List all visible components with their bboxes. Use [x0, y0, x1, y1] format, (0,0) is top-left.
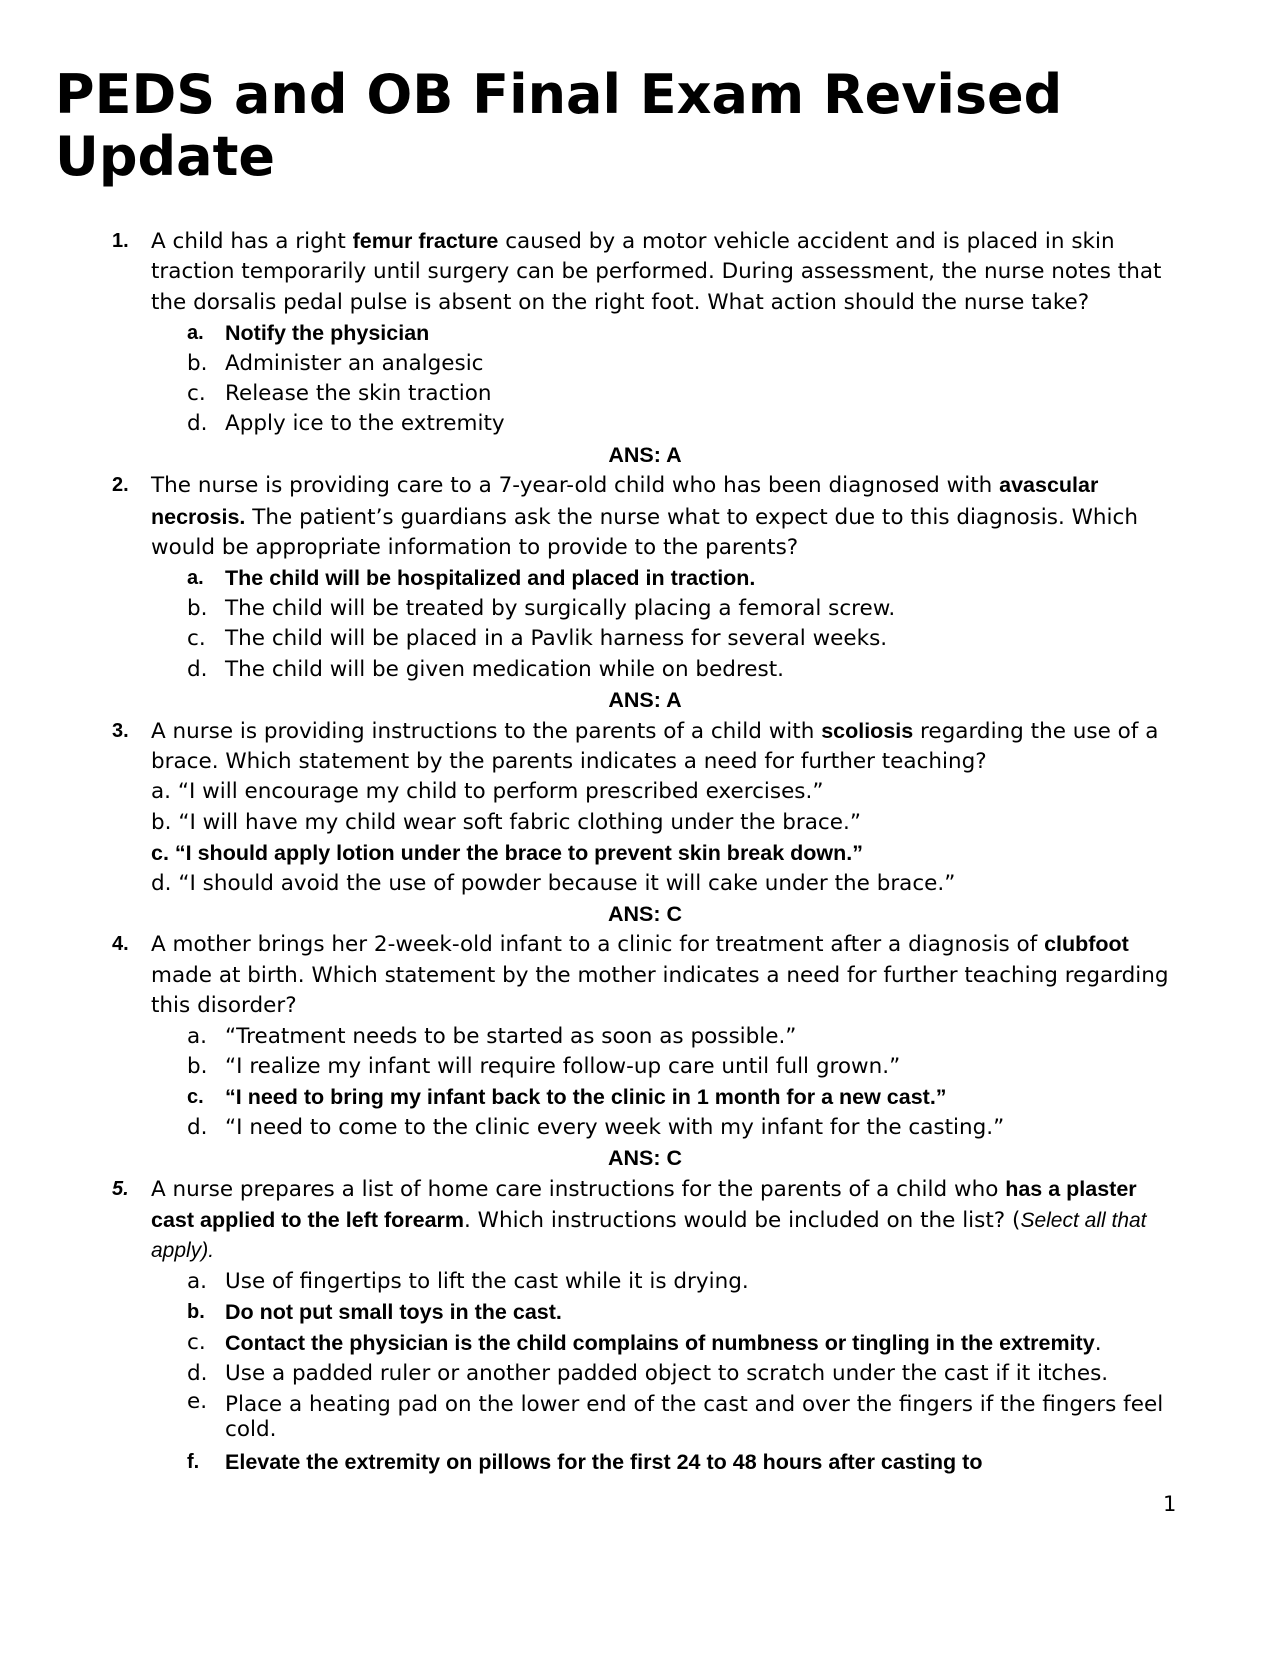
answer-line: ANS: C	[607, 901, 683, 926]
question-5	[110, 1174, 1180, 1267]
option-letter: d.	[187, 411, 208, 437]
question-stem: A child has a right	[151, 229, 353, 254]
question-keyword: scoliosis	[821, 718, 914, 743]
question-number: 3.	[112, 719, 129, 742]
page-number: 1	[1163, 1492, 1177, 1516]
option-letter: c.	[187, 381, 206, 407]
select-all-note: Select all that apply).	[151, 1209, 1147, 1263]
question-stem: regarding the use of a brace. Which statement by the parents indicates a need for further teaching?	[151, 718, 1159, 774]
question-number: 5.	[112, 1177, 129, 1200]
option-text: Contact the physician is the child complains of numbness or tingling in the extremity	[225, 1330, 1095, 1355]
question-stem: The patient’s guardians ask the nurse what to expect due to this diagnosis. Which would be appropriate information to provide to the parents?	[151, 504, 1138, 561]
option-text: Apply ice to the extremity	[225, 411, 505, 437]
option-letter: c.	[187, 626, 206, 652]
option-letter: b.	[187, 1053, 208, 1079]
question-stem: A nurse is providing instructions to the parents of a child with	[151, 718, 822, 744]
option-c	[110, 1082, 1180, 1112]
option-text: Elevate the extremity on pillows for the first 24 to 48 hours after casting to	[225, 1450, 983, 1475]
option-d	[110, 655, 1180, 685]
option-a	[110, 1267, 1180, 1297]
option-b	[110, 349, 1180, 379]
option-letter: e.	[187, 1389, 208, 1415]
answer-line: ANS: C	[607, 1146, 683, 1171]
option-a	[110, 563, 1180, 593]
option-a	[110, 318, 1180, 348]
question-keyword: avascular necrosis.	[151, 473, 1099, 529]
option-text: The child will be treated by surgically placing a femoral screw.	[225, 595, 896, 621]
question-4	[110, 929, 1180, 1021]
option-f	[110, 1447, 1180, 1477]
option-d	[110, 1113, 1180, 1143]
question-stem: made at birth. Which statement by the mother indicates a need for further teaching regarding this disorder?	[151, 962, 1169, 1019]
option-a	[110, 1022, 1180, 1052]
option-text: Use a padded ruler or another padded object to scratch under the cast if it itches.	[225, 1361, 1109, 1387]
option-b	[110, 594, 1180, 624]
option-letter: f.	[187, 1451, 200, 1474]
question-stem: A nurse prepares a list of home care instructions for the parents of a child who	[151, 1176, 1006, 1202]
option-text: Release the skin traction	[225, 381, 492, 407]
option-c	[110, 1328, 1180, 1359]
option-text: Use of fingertips to lift the cast while it is drying.	[225, 1268, 749, 1294]
option-text: The child will be placed in a Pavlik harness for several weeks.	[225, 626, 888, 652]
option-c	[110, 624, 1180, 654]
option-e	[110, 1389, 1180, 1447]
question-keyword: clubfoot	[1044, 932, 1129, 957]
question-2	[110, 470, 1180, 563]
question-stem: The nurse is providing care to a 7-year-old child who has been diagnosed with	[151, 473, 1000, 499]
option-letter: a.	[187, 1268, 208, 1294]
option-b	[110, 1052, 1180, 1082]
question-stem: caused by a motor vehicle accident and is placed in skin traction temporarily until surgery can be performed. During assessment, the nurse notes that the dorsalis pedal pulse is absent on the right foot. What action should the nurse take?	[151, 229, 1162, 315]
answer-line: ANS: A	[608, 442, 682, 467]
option-letter: d.	[187, 1114, 208, 1140]
option-text: Place a heating pad on the lower end of the cast and over the fingers if the fingers feel cold.	[225, 1392, 1164, 1443]
question-number: 4.	[112, 933, 129, 956]
option-text: “Treatment needs to be started as soon as possible.”	[225, 1023, 797, 1049]
option-letter: b.	[187, 595, 208, 621]
option-text: “I realize my infant will require follow-up care until full grown.”	[225, 1053, 901, 1079]
answer-line: ANS: A	[608, 688, 682, 713]
option-d: d. “I should avoid the use of powder because it will cake under the brace.”	[151, 870, 956, 896]
option-c	[110, 379, 1180, 409]
option-b	[110, 1297, 1180, 1327]
question-stem: A mother brings her 2-week-old infant to a clinic for treatment after a diagnosis of	[151, 932, 1045, 958]
option-d	[110, 1359, 1180, 1389]
option-a: a. “I will encourage my child to perform prescribed exercises.”	[151, 779, 824, 805]
question-stem: (	[1012, 1208, 1021, 1233]
option-text: Notify the physician	[225, 321, 430, 346]
option-text: “I need to come to the clinic every week with my infant for the casting.”	[225, 1114, 1005, 1140]
question-number: 1.	[112, 230, 129, 252]
question-1	[110, 226, 1180, 318]
question-stem: . Which instructions would be included on the list?	[464, 1208, 1006, 1233]
option-suffix: .	[1094, 1330, 1102, 1356]
option-letter: b.	[187, 350, 208, 376]
page-title: PEDS and OB Final Exam Revised Update	[55, 63, 1063, 188]
option-letter: a.	[187, 567, 204, 590]
option-letter: d.	[187, 1361, 208, 1387]
option-text: Do not put small toys in the cast.	[225, 1300, 562, 1325]
option-d	[110, 409, 1180, 439]
question-keyword: has a plaster cast applied to the left forearm	[151, 1176, 1137, 1232]
option-text: “I need to bring my infant back to the clinic in 1 month for a new cast.”	[225, 1085, 947, 1110]
option-letter: d.	[187, 656, 208, 682]
question-number: 2.	[112, 474, 129, 497]
option-b: b. “I will have my child wear soft fabric clothing under the brace.”	[151, 809, 861, 835]
option-c: c. “I should apply lotion under the brace to prevent skin break down.”	[151, 841, 863, 866]
question-3	[110, 716, 1180, 778]
option-text: The child will be given medication while on bedrest.	[225, 656, 784, 682]
option-text: Administer an analgesic	[225, 350, 484, 376]
question-list	[110, 226, 1180, 1478]
option-letter: c.	[187, 1086, 204, 1109]
option-text: The child will be hospitalized and placed in traction.	[225, 566, 756, 591]
option-letter: c.	[187, 1329, 206, 1355]
question-keyword: femur fracture	[352, 229, 499, 253]
option-letter: a.	[187, 322, 204, 345]
option-letter: b.	[187, 1301, 205, 1324]
option-letter: a.	[187, 1023, 208, 1049]
